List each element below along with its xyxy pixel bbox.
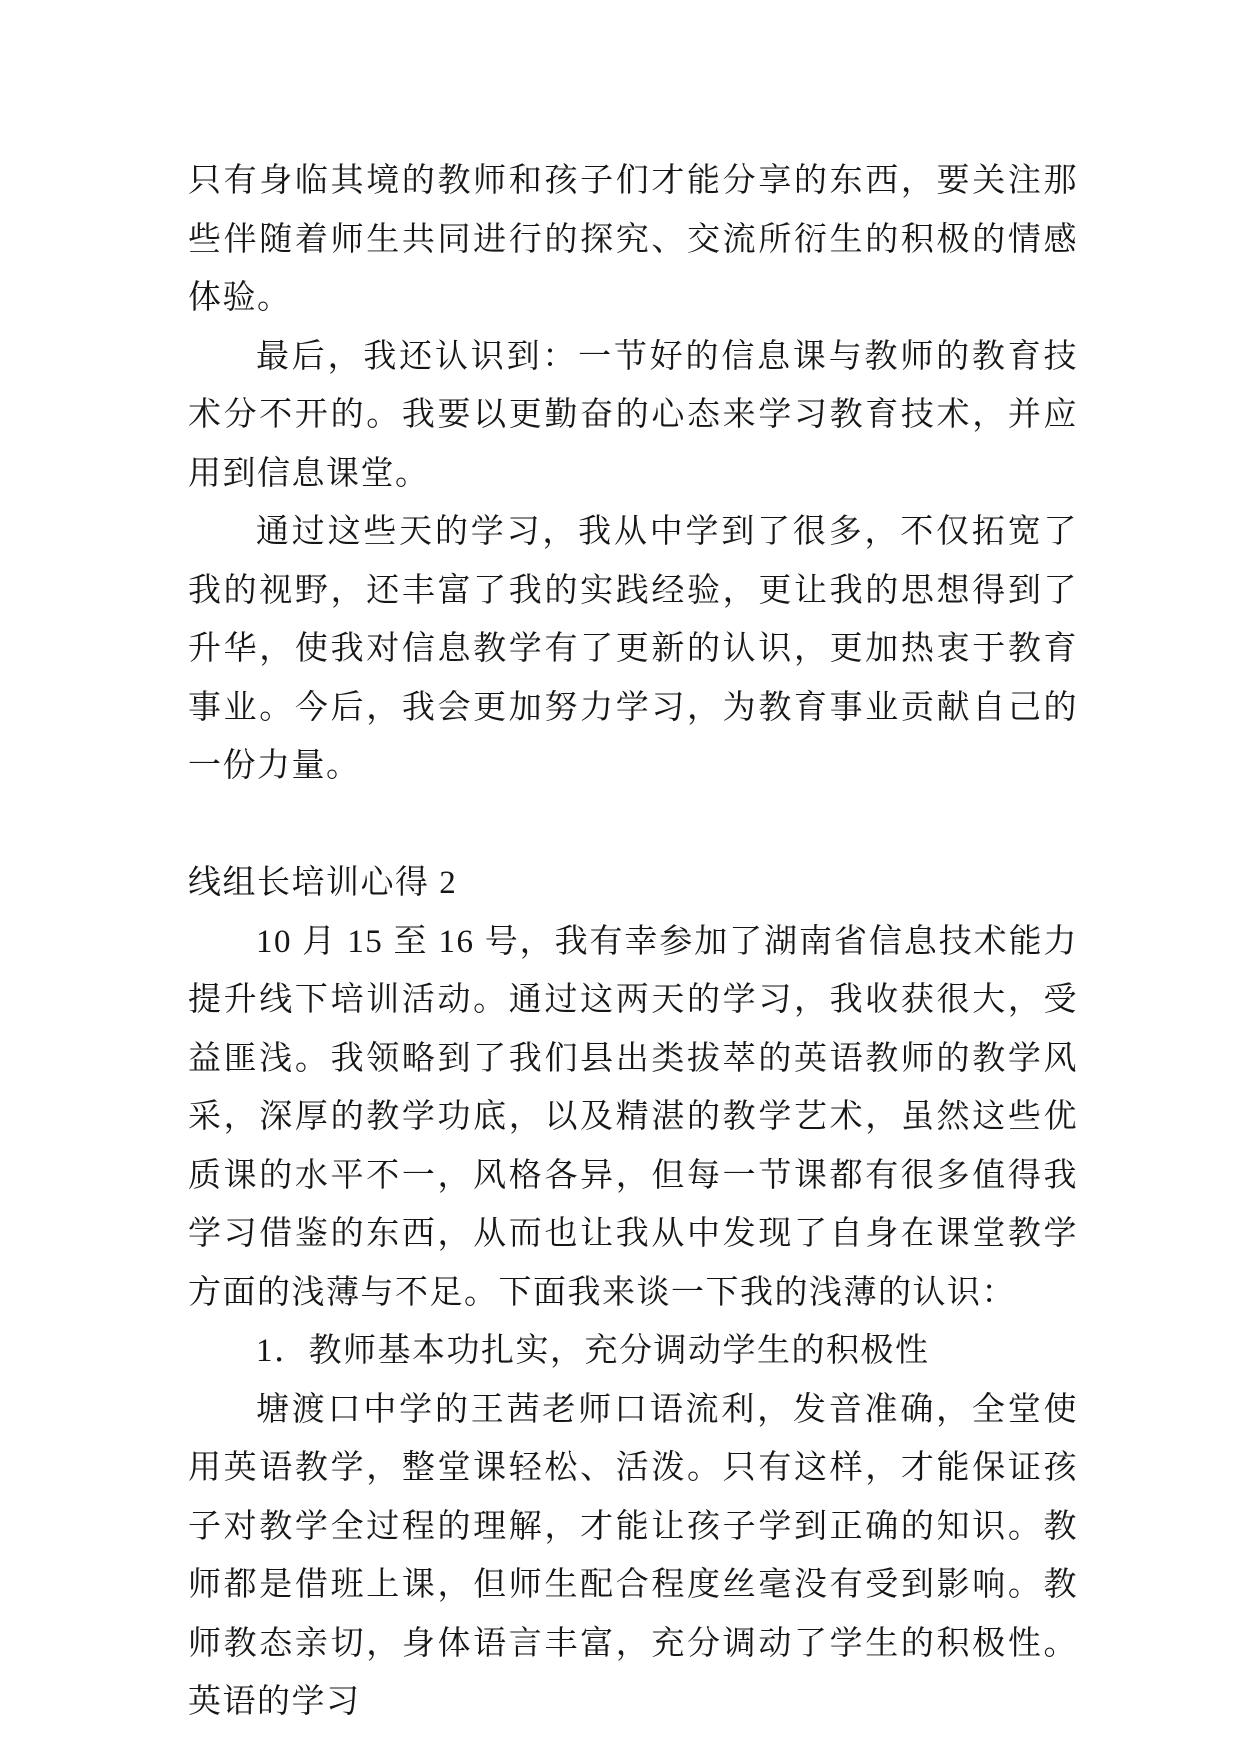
document-content (188, 152, 1078, 1732)
paragraph: 塘渡口中学的王茜老师口语流利，发音准确，全堂使用英语教学，整堂课轻松、活泼。只有这样，才能保证孩子对教学全过程的理解，才能让孩子学到正确的知识。教师都是借班上课，但师生配合程度丝毫没有受到影响。教师教态亲切，身体语言丰富，充分调动了学生的积极性。英语的学习 (188, 1391, 1078, 1720)
paragraph: 10 月 15 至 16 号，我有幸参加了湖南省信息技术能力提升线下培训活动。通过这两天的学习，我收获很大，受益匪浅。我领略到了我们县出类拔萃的英语教师的教学风采，深厚的教学功底，以及精湛的教学艺术，虽然这些优质课的水平不一，风格各异，但每一节课都有很多值得我学习借鉴的东西，从而也让我从中发现了自身在课堂教学方面的浅薄与不足。下面我来谈一下我的浅薄的认识： (188, 923, 1078, 1311)
section-heading: 线组长培训心得 2 (188, 865, 458, 901)
paragraph: 通过这些天的学习，我从中学到了很多，不仅拓宽了我的视野，还丰富了我的实践经验，更让我的思想得到了升华，使我对信息教学有了更新的认识，更加热衷于教育事业。今后，我会更加努力学习，为教育事业贡献自己的一份力量。 (188, 514, 1078, 784)
paragraph-continuation: 只有身临其境的教师和孩子们才能分享的东西，要关注那些伴随着师生共同进行的探究、交流所衍生的积极的情感体验。 (188, 163, 1078, 316)
numbered-point: 1．教师基本功扎实，充分调动学生的积极性 (256, 1333, 930, 1369)
paragraph: 最后，我还认识到：一节好的信息课与教师的教育技术分不开的。我要以更勤奋的心态来学习教育技术，并应用到信息课堂。 (188, 338, 1078, 492)
